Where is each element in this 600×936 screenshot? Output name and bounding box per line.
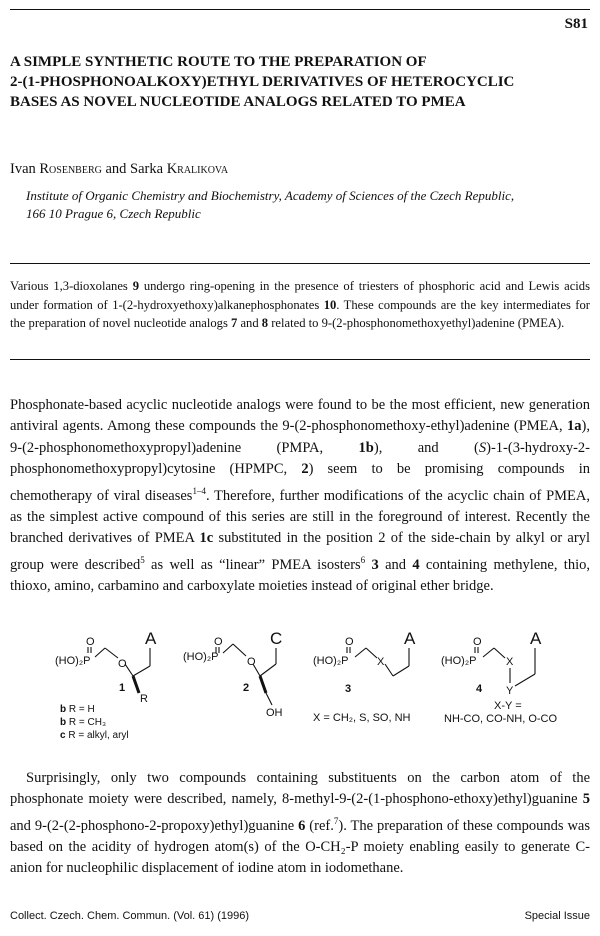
svg-text:(HO)₂P: (HO)₂P [183,651,219,663]
issue-label: Special Issue [524,910,590,922]
title-line-3: BASES AS NOVEL NUCLEOTIDE ANALOGS RELATED TO PMEA [10,94,466,110]
abstract-bottom-rule [10,359,590,360]
author-surname: Kralikova [166,161,229,177]
svg-text:O: O [345,636,354,648]
svg-text:X-Y =: X-Y = [494,700,522,712]
ether-oxygen: O [118,658,127,670]
structure-2 [183,629,283,719]
svg-text:c R = alkyl, aryl: c R = alkyl, aryl [60,730,129,741]
structure-3 [313,629,416,724]
svg-text:A: A [404,629,416,648]
title-line-1: A SIMPLE SYNTHETIC ROUTE TO THE PREPARATION OF [10,54,427,70]
phosphonate-group: (HO)₂P [55,655,91,667]
affiliation: Institute of Organic Chemistry and Biochemistry, Academy of Sciences of the Czech Republic, 166 10 Prague 6, Czech Republic [26,188,515,221]
svg-text:NH-CO, CO-NH, O-CO: NH-CO, CO-NH, O-CO [444,713,558,725]
svg-text:A: A [530,629,542,648]
abstract-top-rule [10,263,590,264]
svg-text:O: O [214,636,223,648]
author-surname: Rosenberg [39,161,102,177]
journal-citation: Collect. Czech. Chem. Commun. (Vol. 61) (1996) [10,910,250,922]
page-footer [10,910,590,922]
body-paragraph-1: Phosphonate-based acyclic nucleotide analogs were found to be the most efficient, new generation antiviral agents. Among these compounds the 9-(2-phosphonomethoxy-ethyl)adenine (PMEA, 1a), 9-(2-phosphonomethoxypropyl)adenine (PMPA, 1b), and (S)-1-(3-hydroxy-2-phosphonomethoxypropyl)cytosine (HPMPC, 2) seem to be promising compounds in chemotherapy of viral diseases$^{1-4}$. Therefore, further modifications of the acyclic chain of PMEA, as the simplest active compound of this series are still in the foreground of interest. Recently the branched derivatives of PMEA 1c substituted in the position 2 of the side-chain by alkyl or aryl group were described$^5$ as well as “linear” PMEA isosters$^6$ 3 and 4 containing methylene, thio, thioxo, amino, carbamino and carboxylate moieties instead of original ether bridge. [10,397,591,594]
hydroxyl-group: OH [266,707,283,719]
svg-text:3: 3 [345,683,352,695]
svg-text:b R = H: b R = H [60,704,95,715]
svg-text:O: O [473,636,482,648]
abstract: Various 1,3-dioxolanes 9 undergo ring-opening in the presence of triesters of phosphoric acid and Lewis acids under formation of 1-(2-hydroxyethoxy)alkanephosphonates 10. These compounds are the key intermediates for the preparation of novel nucleotide analogs 7 and 8 related to 9-(2-phosphonomethoxyethyl)adenine (PMEA). [10,279,590,330]
authors: Ivan Rosenberg and Sarka Kralikova [10,161,229,177]
svg-text:4: 4 [476,683,483,695]
structure-1 [55,629,157,741]
svg-text:(HO)₂P: (HO)₂P [313,655,349,667]
page-number: S81 [564,16,588,32]
x-bridge: X [377,656,385,668]
paper-title [10,52,590,112]
body-paragraph-2: Surprisingly, only two compounds containing substituents on the carbon atom of the phosphonate moiety were described, namely, 8-methyl-9-(2-(1-phosphono-ethoxy)ethyl)guanine 5 and 9-(2-(2-phosphono-2-propoxy)ethyl)guanine 6 (ref.$^7$). The preparation of these compounds was based on the acidity of hydrogen atom(s) of the O-CH₂-P moiety enabling easily to generate C-anion for nucleophilic displacement of iodine atom in iodomethane. [10,770,590,877]
title-line-2: 2-(1-PHOSPHONOALKOXY)ETHYL DERIVATIVES OF HETEROCYCLIC [10,74,515,90]
r-substituent: R [140,693,148,705]
chemical-structures-scheme [0,620,600,750]
svg-text:(HO)₂P: (HO)₂P [441,655,477,667]
svg-text:b R = CH₃: b R = CH₃ [60,717,107,728]
svg-text:2: 2 [243,682,250,694]
adenine-base: A [145,629,157,648]
cytosine-base: C [270,629,283,648]
top-rule [10,9,590,10]
compound-number: 1 [119,682,126,694]
svg-text:X = CH₂, S, SO, NH: X = CH₂, S, SO, NH [313,712,411,724]
structure-4 [441,629,557,725]
phosphoryl-oxygen: O [86,636,95,648]
svg-text:X: X [506,656,514,668]
y-bridge: Y [506,685,514,697]
svg-text:O: O [247,656,256,668]
